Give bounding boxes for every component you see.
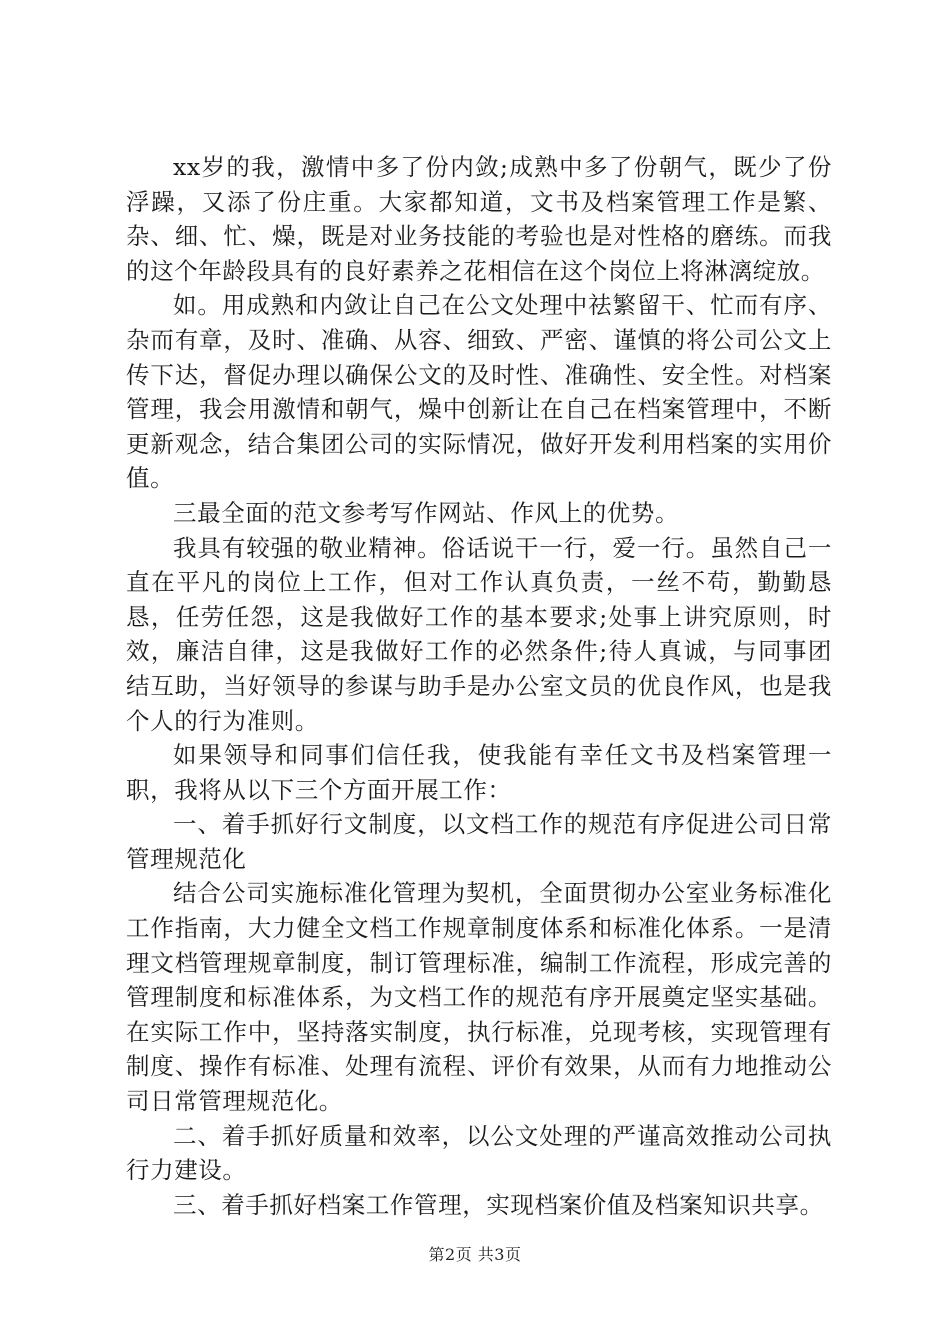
paragraph-plan-item-1: 一、着手抓好行文制度，以文档工作的规范有序促进公司日常管理规范化 — [126, 810, 832, 873]
paragraph-standardization: 结合公司实施标准化管理为契机，全面贯彻办公室业务标准化工作指南，大力健全文档工作规章制度体系和标准化体系。一是清理文档管理规章制度，制订管理标准，编制工作流程，形成完善的管理制度和标准体系，为文档工作的规范有序开展奠定坚实基础。在实际工作中，坚持落实制度，执行标准，兑现考核，实现管理有制度、操作有标准、处理有流程、评价有效果，从而有力地推动公司日常管理规范化。 — [126, 879, 832, 1116]
paragraph-intro-age: xx岁的我，激情中多了份内敛;成熟中多了份朝气，既少了份浮躁，又添了份庄重。大家都知道，文书及档案管理工作是繁、杂、细、忙、燥，既是对业务技能的考验也是对性格的磨练。而我的这个年龄段具有的良好素养之花相信在这个岗位上将淋漓绽放。 — [126, 153, 832, 285]
paragraph-work-ethic: 我具有较强的敬业精神。俗话说干一行，爱一行。虽然自己一直在平凡的岗位上工作，但对工作认真负责，一丝不苟，勤勤恳恳，任劳任怨，这是我做好工作的基本要求;处事上讲究原则，时效，廉洁自律，这是我做好工作的必然条件;待人真诚，与同事团结互助，当好领导的参谋与助手是办公室文员的优良作风，也是我个人的行为准则。 — [126, 533, 832, 735]
paragraph-style-heading: 三最全面的范文参考写作网站、作风上的优势。 — [173, 498, 680, 527]
paragraph-plan-item-2: 二、着手抓好质量和效率，以公文处理的严谨高效推动公司执行力建设。 — [126, 1121, 832, 1185]
page-footer: 第2页 共3页 — [428, 1245, 522, 1264]
paragraph-document-handling: 如。用成熟和内敛让自己在公文处理中祛繁留干、忙而有序、杂而有章，及时、准确、从容、细致、严密、谨慎的将公司公文上传下达，督促办理以确保公文的及时性、准确性、安全性。对档案管理，我会用激情和朝气，燥中创新让在自己在档案管理中，不断更新观念，结合集团公司的实际情况，做好开发利用档案的实用价值。 — [126, 291, 832, 493]
document-body — [126, 150, 832, 1222]
paragraph-plan-item-3: 三、着手抓好档案工作管理，实现档案价值及档案知识共享。 — [173, 1190, 824, 1219]
paragraph-work-plan-intro: 如果领导和同事们信任我，使我能有幸任文书及档案管理一职，我将从以下三个方面开展工作： — [126, 741, 832, 804]
